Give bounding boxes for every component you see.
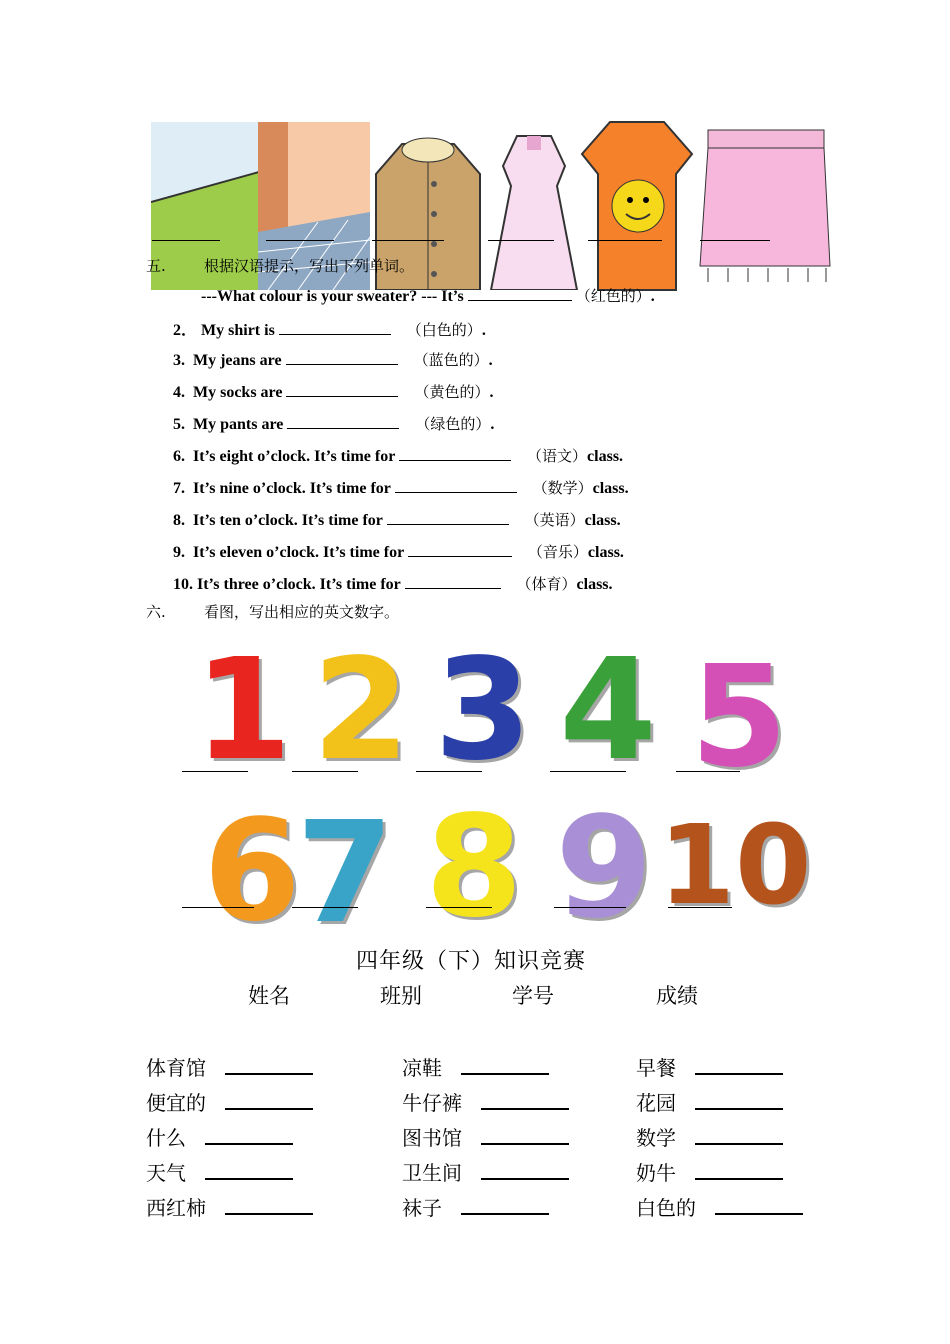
number-picture-7 [296, 791, 394, 955]
vocab-word: 袜子 [402, 1196, 442, 1220]
vocab-word: 便宜的 [146, 1091, 206, 1115]
q4-blank[interactable] [286, 382, 398, 397]
number-answer-blank-5[interactable] [676, 771, 740, 772]
vocab-answer-blank[interactable] [695, 1090, 783, 1110]
q6-blank[interactable] [399, 446, 511, 461]
number-digit: 2 [312, 628, 410, 792]
vocab-answer-blank[interactable] [695, 1160, 783, 1180]
q2-line: 2． My shirt is （白色的）. [173, 321, 486, 339]
number-digit: 10 [658, 801, 812, 929]
q9-blank[interactable] [408, 542, 512, 557]
q7-line: 7. It’s nine o’clock. It’s time for （数学）class. [173, 479, 629, 497]
section-6-number: 六. [146, 603, 166, 621]
header-score: 成绩 [656, 984, 698, 1008]
number-digit: 1 [194, 628, 292, 792]
vocab-item [402, 1052, 549, 1081]
tshirt-picture [580, 114, 694, 292]
q3-line: 3. My jeans are （蓝色的）. [173, 351, 493, 369]
q7-blank[interactable] [395, 478, 517, 493]
answer-blank-2[interactable] [266, 240, 334, 241]
vocab-answer-blank[interactable] [695, 1055, 783, 1075]
vocab-answer-blank[interactable] [461, 1055, 549, 1075]
q8-blank[interactable] [387, 510, 509, 525]
vocab-item [402, 1157, 569, 1186]
vocab-answer-blank[interactable] [225, 1090, 313, 1110]
vocab-word: 奶牛 [636, 1161, 676, 1185]
vocab-item [146, 1157, 293, 1186]
vocab-answer-blank[interactable] [481, 1125, 569, 1145]
answer-blank-6[interactable] [700, 240, 770, 241]
answer-blank-1[interactable] [152, 240, 220, 241]
number-picture-5 [690, 635, 788, 799]
vocab-word: 西红柿 [146, 1196, 206, 1220]
vocab-item [636, 1087, 783, 1116]
section-6-instruction: 看图，写出相应的英文数字。 [204, 603, 400, 621]
number-answer-blank-1[interactable] [182, 771, 248, 772]
number-answer-blank-7[interactable] [292, 907, 358, 908]
q9-line: 9. It’s eleven o’clock. It’s time for （音乐）class. [173, 543, 624, 561]
vocab-answer-blank[interactable] [205, 1125, 293, 1145]
vocab-answer-blank[interactable] [481, 1160, 569, 1180]
header-name: 姓名 [248, 984, 290, 1008]
q1-line: ---What colour is your sweater? --- It’s （红色的）. [201, 287, 655, 305]
skirt-picture [698, 126, 832, 284]
header-student-number: 学号 [512, 984, 554, 1008]
vocab-item [402, 1122, 569, 1151]
vocab-word: 花园 [636, 1091, 676, 1115]
number-picture-3 [434, 628, 532, 792]
vocab-item [636, 1157, 783, 1186]
number-picture-10 [658, 790, 812, 940]
vocab-item [146, 1087, 313, 1116]
number-picture-8 [425, 785, 523, 949]
vocab-answer-blank[interactable] [461, 1195, 549, 1215]
vocab-item [636, 1192, 803, 1221]
vocab-item [402, 1192, 549, 1221]
answer-blank-3[interactable] [372, 240, 444, 241]
number-digit: 5 [690, 635, 788, 799]
q5-line: 5. My pants are （绿色的）. [173, 415, 495, 433]
number-picture-4 [559, 628, 657, 792]
vocab-answer-blank[interactable] [225, 1055, 313, 1075]
quiz-title: 四年级（下）知识竞赛 [356, 949, 587, 974]
vocab-word: 体育馆 [146, 1056, 206, 1080]
vocab-item [146, 1122, 293, 1151]
number-answer-blank-10[interactable] [668, 907, 732, 908]
vocab-word: 什么 [146, 1126, 186, 1150]
vocab-answer-blank[interactable] [481, 1090, 569, 1110]
number-digit: 4 [559, 628, 657, 792]
q3-blank[interactable] [286, 350, 398, 365]
vocab-word: 凉鞋 [402, 1056, 442, 1080]
q4-line: 4. My socks are （黄色的）. [173, 383, 494, 401]
vocab-word: 图书馆 [402, 1126, 462, 1150]
number-answer-blank-6[interactable] [182, 907, 254, 908]
number-digit: 8 [425, 785, 523, 949]
vocab-answer-blank[interactable] [225, 1195, 313, 1215]
number-answer-blank-2[interactable] [292, 771, 358, 772]
vocab-item [636, 1122, 783, 1151]
q8-line: 8. It’s ten o’clock. It’s time for （英语）class. [173, 511, 621, 529]
vocab-item [402, 1087, 569, 1116]
vocab-answer-blank[interactable] [695, 1125, 783, 1145]
vocab-item [636, 1052, 783, 1081]
section-6-heading [146, 601, 399, 622]
section-5-instruction: 根据汉语提示，写出下列单词。 [204, 257, 415, 275]
q10-blank[interactable] [405, 574, 501, 589]
section-5-heading [146, 255, 414, 276]
vocab-word: 卫生间 [402, 1161, 462, 1185]
vocab-answer-blank[interactable] [715, 1195, 803, 1215]
header-class: 班别 [380, 984, 422, 1008]
number-digit: 6 [203, 789, 301, 953]
number-answer-blank-3[interactable] [416, 771, 482, 772]
number-digit: 7 [296, 791, 394, 955]
vocab-answer-blank[interactable] [205, 1160, 293, 1180]
vocab-word: 早餐 [636, 1056, 676, 1080]
number-picture-9 [555, 786, 653, 950]
q6-line: 6. It’s eight o’clock. It’s time for （语文）class. [173, 447, 624, 465]
answer-blank-5[interactable] [588, 240, 662, 241]
number-answer-blank-8[interactable] [426, 907, 492, 908]
vocab-item [146, 1052, 313, 1081]
number-digit: 9 [555, 786, 653, 950]
dress-picture [487, 126, 581, 290]
number-picture-6 [203, 789, 301, 953]
q5-blank[interactable] [287, 414, 399, 429]
q1-blank[interactable] [468, 286, 572, 301]
vocab-word: 天气 [146, 1161, 186, 1185]
number-picture-1 [194, 628, 292, 792]
vocab-word: 数学 [636, 1126, 676, 1150]
answer-blank-4[interactable] [488, 240, 554, 241]
number-answer-blank-4[interactable] [550, 771, 626, 772]
vocab-item [146, 1192, 313, 1221]
section-5-number: 五. [146, 257, 166, 275]
number-digit: 3 [434, 628, 532, 792]
number-answer-blank-9[interactable] [554, 907, 626, 908]
q10-line: 10. It’s three o’clock. It’s time for （体育）class. [173, 575, 613, 593]
q2-blank[interactable] [279, 320, 391, 335]
vocab-word: 白色的 [636, 1196, 696, 1220]
number-picture-2 [312, 628, 410, 792]
vocab-word: 牛仔裤 [402, 1091, 462, 1115]
